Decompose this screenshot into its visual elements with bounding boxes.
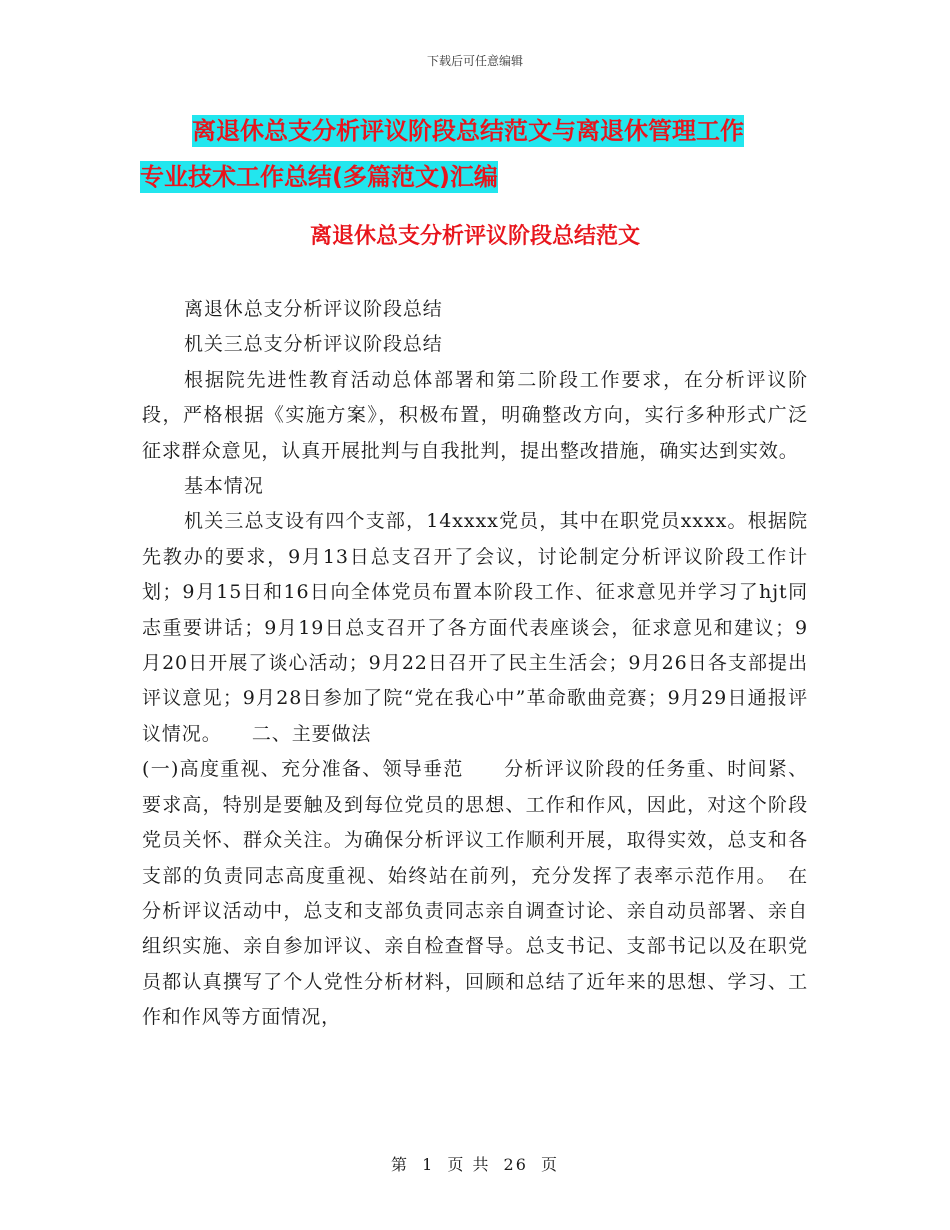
document-body (142, 292, 808, 1036)
document-title-line-2: 专业技术工作总结(多篇范文)汇编 (140, 163, 498, 191)
document-title (140, 108, 820, 200)
section-title: 离退休总支分析评议阶段总结范文 (309, 224, 640, 249)
paragraph-subtitle-1: 离退休总支分析评议阶段总结 (184, 298, 443, 320)
footer-suffix: 页 (541, 1155, 560, 1174)
paragraph-subtitle-2: 机关三总支分析评议阶段总结 (184, 333, 443, 356)
footer-page-number: 1 (422, 1155, 435, 1174)
header-note: 下载后可任意编辑 (426, 54, 523, 68)
document-title-line-1: 离退休总支分析评议阶段总结范文与离退休管理工作 (192, 117, 744, 145)
paragraph-heading-basic: 基本情况 (184, 475, 264, 498)
footer-middle: 页 共 (447, 1155, 491, 1174)
footer-prefix: 第 (390, 1155, 409, 1174)
paragraph-intro: 根据院先进性教育活动总体部署和第二阶段工作要求，在分析评议阶段，严格根据《实施方案》，积极布置，明确整改方向，实行多种形式广泛征求群众意见，认真开展批判与自我批判，提出整改措施，确实达到实效。 (142, 368, 808, 462)
footer-total-pages: 26 (503, 1155, 528, 1174)
page-footer (0, 1152, 950, 1175)
paragraph-basic-situation: 机关三总支设有四个支部，14xxxx党员，其中在职党员xxxx。根据院先教办的要求，9月13日总支召开了会议，讨论制定分析评议阶段工作计划；9月15日和16日向全体党员布置本阶段工作、征求意见并学习了hjt同志重要讲话；9月19日总支召开了各方面代表座谈会，征求意见和建议；9月20日开展了谈心活动；9月22日召开了民主生活会；9月26日各支部提出评议意见；9月28日参加了院“党在我心中”革命歌曲竞赛；9月29日通报评议情况。 二、主要做法 (142, 510, 808, 745)
paragraph-practices: (一)高度重视、充分准备、领导垂范 分析评议阶段的任务重、时间紧、要求高，特别是要触及到每位党员的思想、工作和作风，因此，对这个阶段党员关怀、群众关注。为确保分析评议工作顺利开展，取得实效，总支和各支部的负责同志高度重视、始终站在前列，充分发挥了表率示范作用。 在分析评议活动中，总支和支部负责同志亲自调查讨论、亲自动员部署、亲自组织实施、亲自参加评议、亲自检查督导。总支书记、支部书记以及在职党员都认真撰写了个人党性分析材料，回顾和总结了近年来的思想、学习、工作和作风等方面情况， (142, 758, 808, 1029)
